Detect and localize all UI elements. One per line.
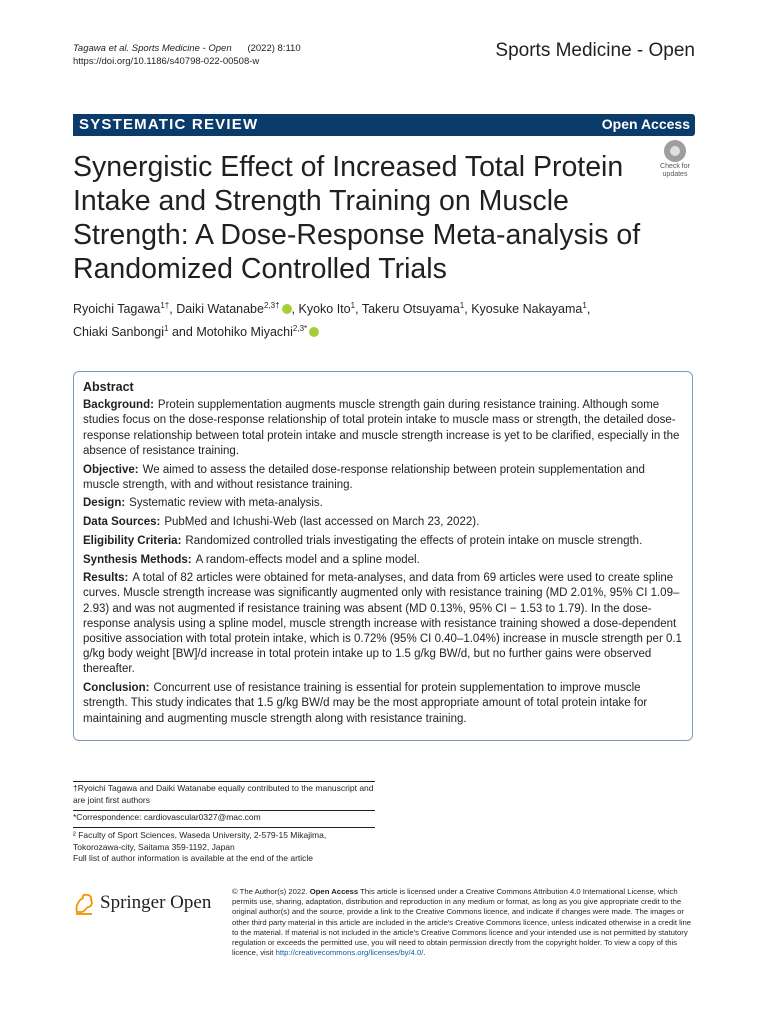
author-name: Kyosuke Nakayama: [471, 302, 583, 317]
footnote-affiliation: [73, 830, 375, 865]
abstract-section-text: Protein supplementation augments muscle strength gain during resistance training. Although some studies focus on the dose-response relationship of total protein intake to muscle mass or strength, the detailed dose-response relationship between total protein intake and muscle strength increase is yet to be clarified, especially in the absence of resistance training.: [83, 399, 680, 457]
footnote-correspondence: *Correspondence: cardiovascular0327@mac.com: [73, 812, 261, 822]
abstract-box: [73, 371, 693, 741]
publisher-logo: [73, 890, 223, 920]
abstract-section-label: Objective:: [83, 463, 139, 476]
article-type: SYSTEMATIC REVIEW: [79, 116, 259, 133]
check-for-updates-badge[interactable]: [655, 140, 695, 180]
abstract-section-text: A random-effects model and a spline model.: [195, 553, 420, 566]
check-updates-text: Check for updates: [660, 163, 690, 178]
abstract-sections: [83, 398, 683, 727]
author-name: Chiaki Sanbongi: [73, 325, 165, 340]
journal-name: Sports Medicine - Open: [495, 40, 695, 61]
author-affiliation-marker: 1: [164, 324, 169, 334]
footnote-rule: [73, 827, 375, 828]
open-access-label: Open Access: [601, 116, 690, 132]
check-updates-icon: [664, 140, 686, 162]
license-statement: © The Author(s) 2022. Open Access This article is licensed under a Creative Commons Attribution 4.0 International License, which permits use, sharing, adaptation, distribution and reproduction in any medium or format, as long as you give appropriate credit to the original author(s) and the source, provide a link to the Creative Commons licence, and indicate if changes were made. The images or other third party material in this article are included in the article's Creative Commons licence, unless indicated otherwise in a credit line to the material. If material is not included in the article's Creative Commons licence and your intended use is not permitted by statutory regulation or exceeds the permitted use, you will need to obtain permission directly from the copyright holder. To view a copy of this licence, visit http://creativecommons.org/licenses/by/4.0/.: [232, 887, 692, 958]
abstract-section-text: Concurrent use of resistance training is essential for protein supplementation to improve muscle strength. This study indicates that 1.5 g/kg BW/d may be the most appropriate amount of total protein intake for maintaining and augmenting muscle strength along with resistance training.: [83, 682, 648, 725]
author-affiliation-marker: 1†: [160, 301, 170, 310]
full-author-info-note: Full list of author information is available at the end of the article: [73, 853, 314, 863]
author-name: Takeru Otsuyama: [361, 302, 460, 317]
author-affiliation-marker: 1: [582, 301, 587, 310]
article-type-banner: [73, 114, 695, 136]
article-title: Synergistic Effect of Increased Total Protein Intake and Strength Training on Muscle Strength: A Dose-Response Meta-analysis of Randomized Controlled Trials: [73, 151, 641, 285]
abstract-section-text: Randomized controlled trials investigating the effects of protein intake on muscle strength.: [185, 534, 643, 547]
copyright-text: © The Author(s) 2022.: [232, 887, 308, 896]
author-separator: ,: [464, 302, 472, 317]
affiliation-line-1: ² Faculty of Sport Sciences, Waseda University, 2-579-15 Mikajima,: [73, 830, 327, 840]
abstract-section: [83, 496, 683, 511]
footnote-rule: [73, 781, 375, 782]
author-name: Motohiko Miyachi: [196, 325, 293, 340]
citation-authors: Tagawa et al. Sports Medicine - Open: [73, 43, 232, 54]
abstract-section: [83, 398, 683, 459]
abstract-section: [83, 463, 683, 493]
author-separator: ,: [169, 302, 177, 317]
abstract-section: [83, 515, 683, 530]
author-name: Daiki Watanabe: [176, 302, 264, 317]
author-separator: ,: [586, 302, 591, 317]
author-name: Kyoko Ito: [298, 302, 351, 317]
springer-horse-icon: [73, 892, 95, 916]
abstract-section: [83, 553, 683, 568]
author-separator: and: [168, 325, 197, 340]
orcid-icon[interactable]: [282, 304, 292, 314]
abstract-section-text: We aimed to assess the detailed dose-response relationship between protein supplementation and muscle strength, with and without resistance training.: [83, 463, 645, 491]
abstract-section-text: Systematic review with meta-analysis.: [129, 497, 323, 510]
abstract-section-label: Synthesis Methods:: [83, 553, 192, 566]
doi-link[interactable]: https://doi.org/10.1186/s40798-022-00508-w: [73, 56, 260, 67]
license-body: This article is licensed under a Creative Commons Attribution 4.0 International License, which permits use, sharing, adaptation, distribution and reproduction in any medium or format, as long as you give appropriate credit to the original author(s) and the source, provide a link to the Creative Commons licence, and indicate if changes were made. The images or other third party material in this article are included in the article's Creative Commons licence, unless indicated otherwise in a credit line to the material. If material is not included in the article's Creative Commons licence and your intended use is not permitted by statutory regulation or exceeds the permitted use, you will need to obtain permission directly from the copyright holder. To view a copy of this licence, visit: [232, 887, 692, 958]
abstract-section-label: Results:: [83, 572, 129, 585]
publisher-name: Springer Open: [100, 892, 212, 913]
abstract-heading: Abstract: [83, 380, 134, 394]
footnote-rule: [73, 810, 375, 811]
affiliation-line-2: Tokorozawa-city, Saitama 359-1192, Japan: [73, 841, 235, 852]
abstract-section-text: A total of 82 articles were obtained for meta-analyses, and data from 69 articles were used to create spline curves. Muscle strength increase was significantly augmented only with resistance training (MD 2.01%, 95% CI 1.09–2.93) and was not augmented if resistance training was absent (MD 0.13%, 95% CI − 1.53 to 1.79). In the dose-response analysis using a spline model, muscle strength increase with resistance training showed a dose-dependent positive association with total protein intake, which is 0.72% (95% CI 0.40–1.04%) increase in muscle strength per 0.1 g/kg body weight [BW]/d increase in total protein intake up to 1.5 g/kg BW/d, but no further gains were observed thereafter.: [83, 572, 682, 676]
abstract-section: [83, 681, 683, 727]
abstract-section-label: Data Sources:: [83, 516, 161, 529]
author-separator: ,: [355, 302, 362, 317]
author-affiliation-marker: 2,3*: [292, 324, 308, 334]
abstract-section-label: Eligibility Criteria:: [83, 534, 182, 547]
footnote-equal-contribution: †Ryoichi Tagawa and Daiki Watanabe equally contributed to the manuscript and are joint first authors: [73, 783, 374, 805]
orcid-icon[interactable]: [309, 327, 319, 337]
author-name: Ryoichi Tagawa: [73, 302, 161, 317]
running-header: [73, 42, 301, 68]
author-list: [73, 296, 693, 342]
abstract-section-text: PubMed and Ichushi-Web (last accessed on March 23, 2022).: [164, 516, 480, 529]
author-affiliation-marker: 2,3†: [263, 301, 280, 310]
author-affiliation-marker: 1: [459, 301, 465, 310]
abstract-section: [83, 534, 683, 549]
author-affiliation-marker: 1: [350, 301, 356, 310]
license-open-access: Open Access: [309, 887, 359, 896]
author-separator: ,: [291, 302, 299, 317]
abstract-section-label: Design:: [83, 497, 126, 510]
abstract-section-label: Background:: [83, 399, 154, 412]
license-link[interactable]: http://creativecommons.org/licenses/by/4.0/: [275, 948, 424, 958]
citation-year: (2022) 8:110: [247, 43, 301, 54]
abstract-section: [83, 571, 683, 677]
abstract-section-label: Conclusion:: [83, 682, 150, 695]
